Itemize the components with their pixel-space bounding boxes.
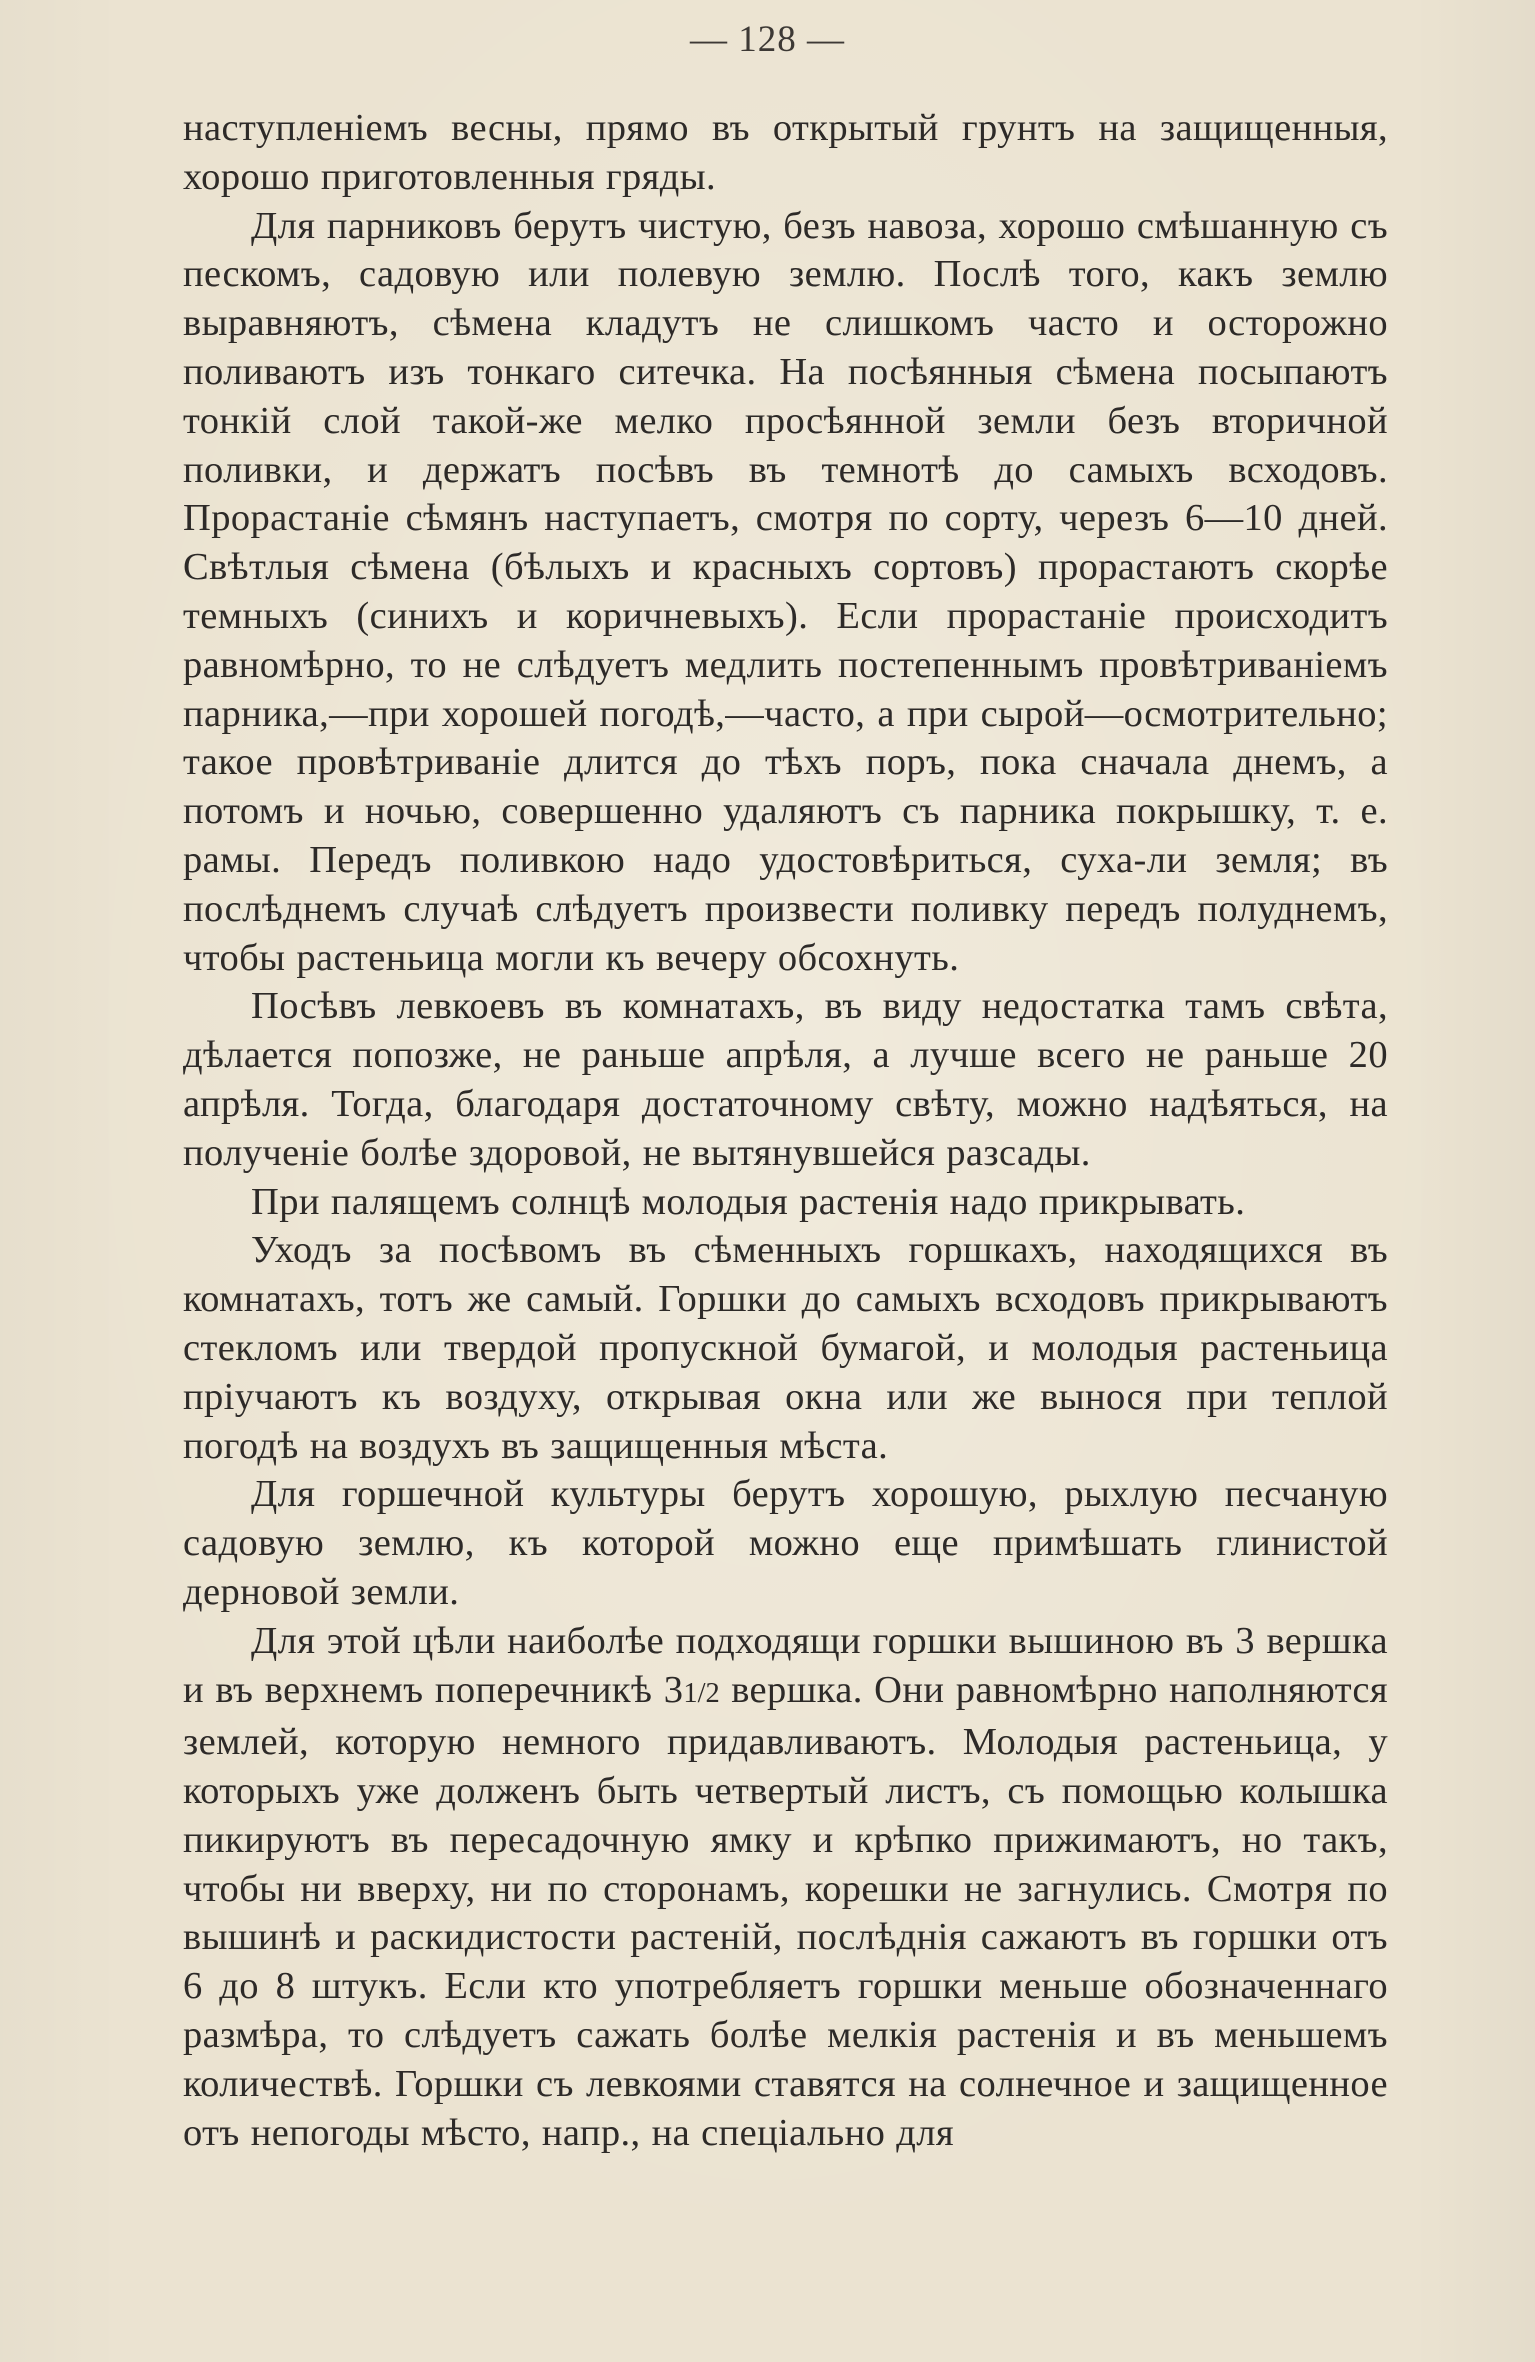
paragraph-pot-planting	[183, 1617, 1388, 2158]
paragraph-seed-pot-care: Уходъ за посѣвомъ въ сѣменныхъ горшкахъ, находящихся въ комнатахъ, тотъ же самый. Горшки до самыхъ всходовъ прикрываютъ стекломъ или твердой пропускной бумагой, и молодыя растеньица пріучаютъ къ воздуху, открывая окна или же вынося при теплой погодѣ на воздухъ въ защищенныя мѣста.	[183, 1229, 1388, 1467]
paragraph-continuation: наступленіемъ весны, прямо въ открытый грунтъ на защищенныя, хорошо приготовленныя гряды.	[183, 107, 1388, 198]
page-text	[183, 104, 1388, 2157]
fraction-half: 1/2	[683, 1677, 720, 1709]
page-number: — 128 —	[690, 19, 845, 60]
paragraph-hotbed-sowing: Для парниковъ берутъ чистую, безъ навоза, хорошо смѣшанную съ пескомъ, садовую или полевую землю. Послѣ того, какъ землю выравняютъ, сѣмена кладутъ не слишкомъ часто и осторожно поливаютъ изъ тонкаго ситечка. На посѣянныя сѣмена посыпаютъ тонкій слой такой-же мелко просѣянной земли безъ вторичной поливки, и держатъ посѣвъ въ темнотѣ до самыхъ всходовъ. Прорастаніе сѣмянъ наступаетъ, смотря по сорту, черезъ 6—10 дней. Свѣтлыя сѣмена (бѣлыхъ и красныхъ сортовъ) прорастаютъ скорѣе темныхъ (синихъ и коричневыхъ). Если прорастаніе происходитъ равномѣрно, то не слѣдуетъ медлить постепеннымъ провѣтриваніемъ парника,—при хорошей погодѣ,—часто, а при сырой—осмотрительно; такое провѣтриваніе длится до тѣхъ поръ, пока сначала днемъ, а потомъ и ночью, совершенно удаляютъ съ парника покрышку, т. е. рамы. Передъ поливкою надо удостовѣриться, суха-ли земля; въ послѣднемъ случаѣ слѣдуетъ произвести поливку передъ полуднемъ, чтобы растеньица могли къ вечеру обсохнуть.	[183, 204, 1388, 979]
paragraph-pot-planting-end: вершка. Они равномѣрно наполняются землей, которую немного придавливаютъ. Молодыя растеньица, у которыхъ уже долженъ быть четвертый листъ, съ помощью колышка пикируютъ въ пересадочную ямку и крѣпко прижимаютъ, но такъ, чтобы ни вверху, ни по сторонамъ, корешки не загнулись. Смотря по вышинѣ и раскидистости растеній, послѣднія сажаютъ въ горшки отъ 6 до 8 штукъ. Если кто употребляетъ горшки меньше обозначеннаго размѣра, то слѣдуетъ сажать болѣе мелкія растенія и въ меньшемъ количествѣ. Горшки съ левкоями ставятся на солнечное и защищенное отъ непогоды мѣсто, напр., на спеціально для	[183, 1668, 1388, 2154]
paragraph-room-sowing: Посѣвъ левкоевъ въ комнатахъ, въ виду недостатка тамъ свѣта, дѣлается попозже, не раньше апрѣля, а лучше всего не раньше 20 апрѣля. Тогда, благодаря достаточному свѣту, можно надѣяться, на полученіе болѣе здоровой, не вытянувшейся разсады.	[183, 985, 1388, 1174]
paragraph-sun-protection: При палящемъ солнцѣ молодыя растенія надо прикрывать.	[251, 1180, 1246, 1223]
paragraph-pot-planting-start: Для этой цѣли наиболѣе подходящи горшки вышиною въ 3 вершка и въ верхнемъ поперечникѣ 3	[183, 1619, 1388, 1711]
paragraph-pot-soil: Для горшечной культуры берутъ хорошую, рыхлую песчаную садовую землю, къ которой можно еще примѣшать глинистой дерновой земли.	[183, 1473, 1388, 1613]
